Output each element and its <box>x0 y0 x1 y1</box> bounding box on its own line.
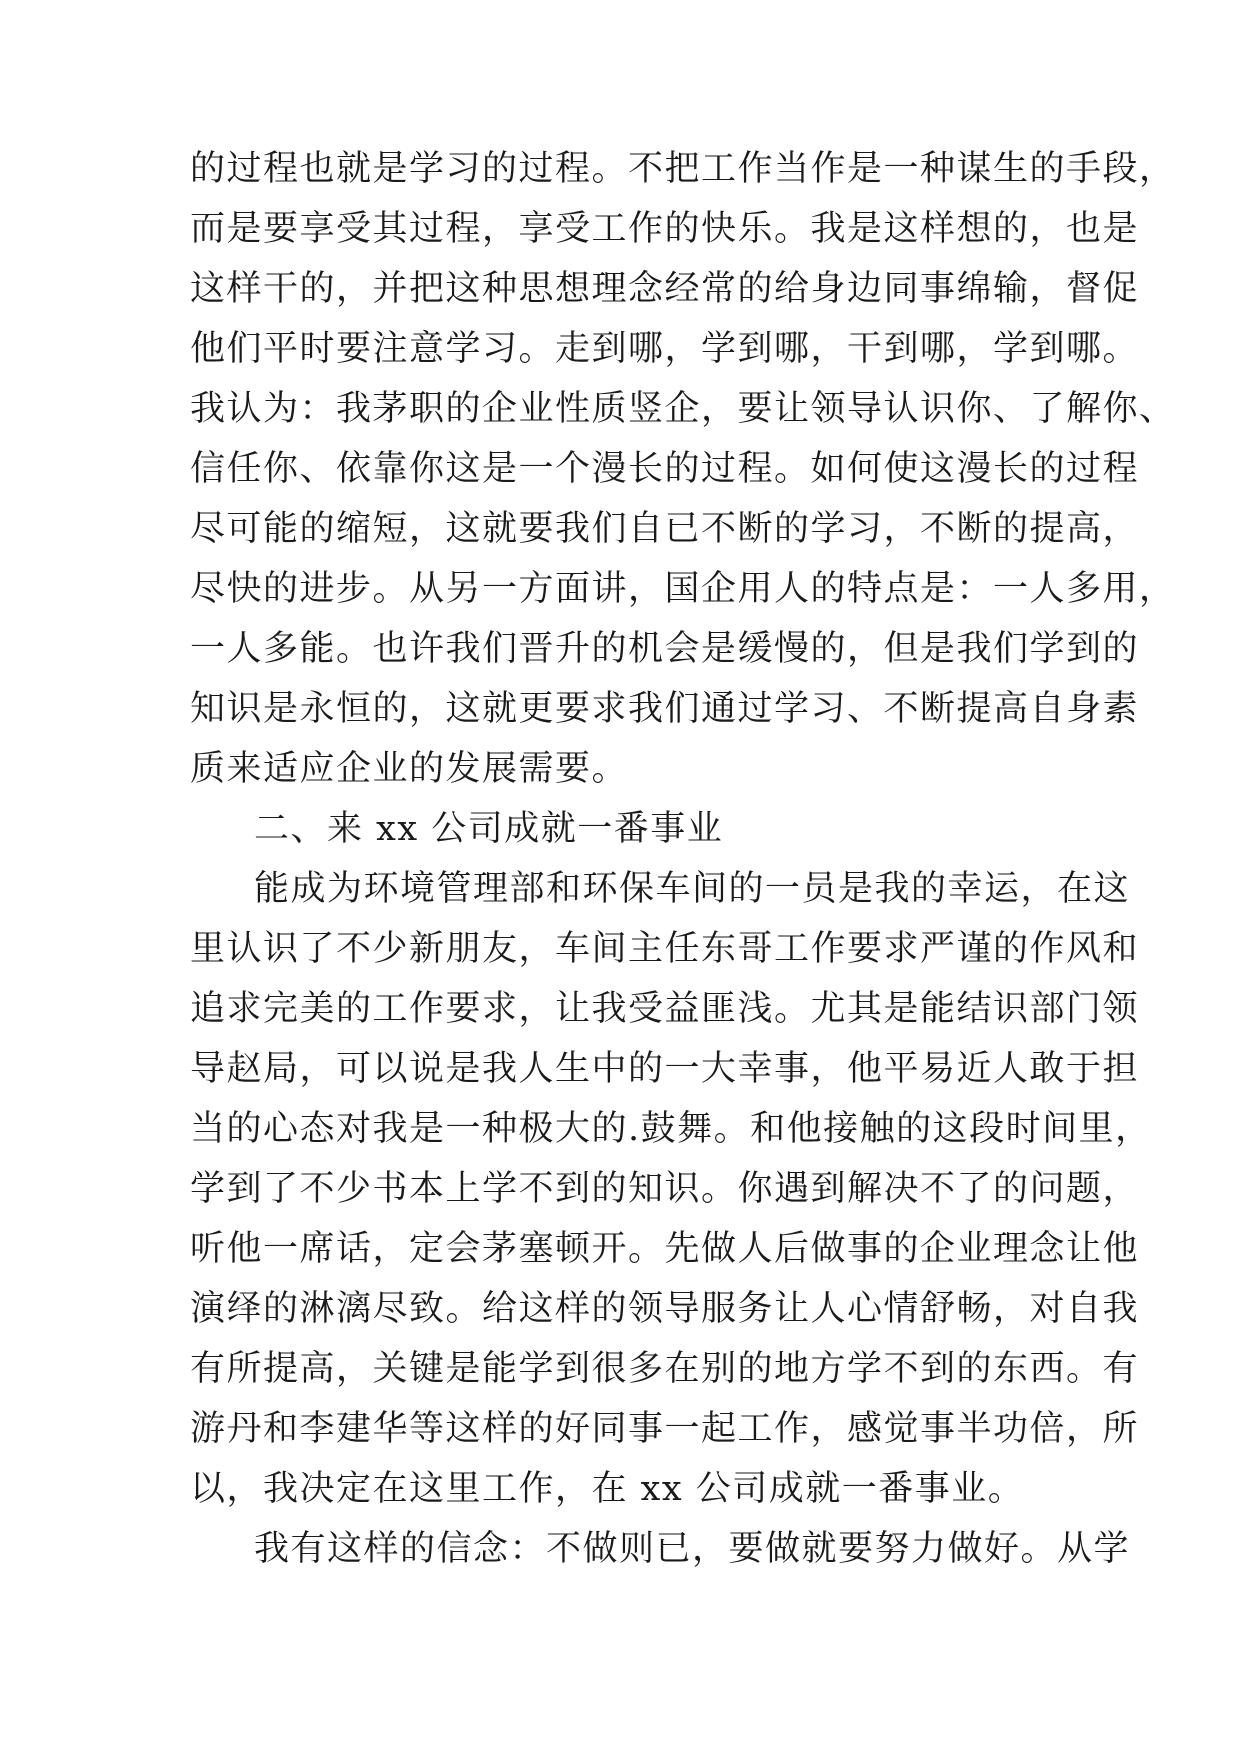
paragraph-line: 质来适应企业的发展需要。 <box>190 749 629 789</box>
paragraph-line: 尽快的进步。从另一方面讲，国企用人的特点是：一人多用， <box>190 569 1176 609</box>
paragraph-line: 他们平时要注意学习。走到哪，学到哪，干到哪，学到哪。 <box>190 329 1140 369</box>
paragraph-line: 演绎的淋漓尽致。给这样的领导服务让人心情舒畅，对自我 <box>190 1289 1140 1329</box>
paragraph-line: 里认识了不少新朋友，车间主任东哥工作要求严谨的作风和 <box>190 929 1140 969</box>
paragraph-line: 导赵局，可以说是我人生中的一大幸事，他平易近人敢于担 <box>190 1049 1140 1089</box>
paragraph-line: 当的心态对我是一种极大的.鼓舞。和他接触的这段时间里， <box>190 1109 1152 1149</box>
paragraph-line: 听他一席话，定会茅塞顿开。先做人后做事的企业理念让他 <box>190 1229 1140 1269</box>
paragraph-line: 一人多能。也许我们晋升的机会是缓慢的，但是我们学到的 <box>190 629 1140 669</box>
paragraph-line: 我认为：我茅职的企业性质竖企，要让领导认识你、了解你、 <box>190 389 1176 429</box>
paragraph-line: 我有这样的信念：不做则已，要做就要努力做好。从学 <box>254 1529 1131 1569</box>
paragraph-line: 而是要享受其过程，享受工作的快乐。我是这样想的，也是 <box>190 209 1140 249</box>
paragraph-line: 这样干的，并把这种思想理念经常的给身边同事绵输，督促 <box>190 269 1140 309</box>
paragraph-line: 追求完美的工作要求，让我受益匪浅。尤其是能结识部门领 <box>190 989 1140 1029</box>
paragraph-line: 能成为环境管理部和环保车间的一员是我的幸运，在这 <box>254 869 1131 909</box>
paragraph-line: 有所提高，关键是能学到很多在别的地方学不到的东西。有 <box>190 1349 1140 1389</box>
paragraph-line: 以，我决定在这里工作，在 xx 公司成就一番事业。 <box>190 1469 1025 1509</box>
paragraph-line: 知识是永恒的，这就更要求我们通过学习、不断提高自身素 <box>190 689 1140 729</box>
paragraph-line: 游丹和李建华等这样的好同事一起工作，感觉事半功倍，所 <box>190 1409 1140 1449</box>
paragraph-line: 学到了不少书本上学不到的知识。你遇到解决不了的问题， <box>190 1169 1140 1209</box>
paragraph-line: 的过程也就是学习的过程。不把工作当作是一种谋生的手段， <box>190 149 1176 189</box>
section-heading: 二、来 xx 公司成就一番事业 <box>254 809 724 849</box>
paragraph-line: 信任你、依靠你这是一个漫长的过程。如何使这漫长的过程 <box>190 449 1140 489</box>
paragraph-line: 尽可能的缩短，这就要我们自已不断的学习，不断的提高， <box>190 509 1140 549</box>
